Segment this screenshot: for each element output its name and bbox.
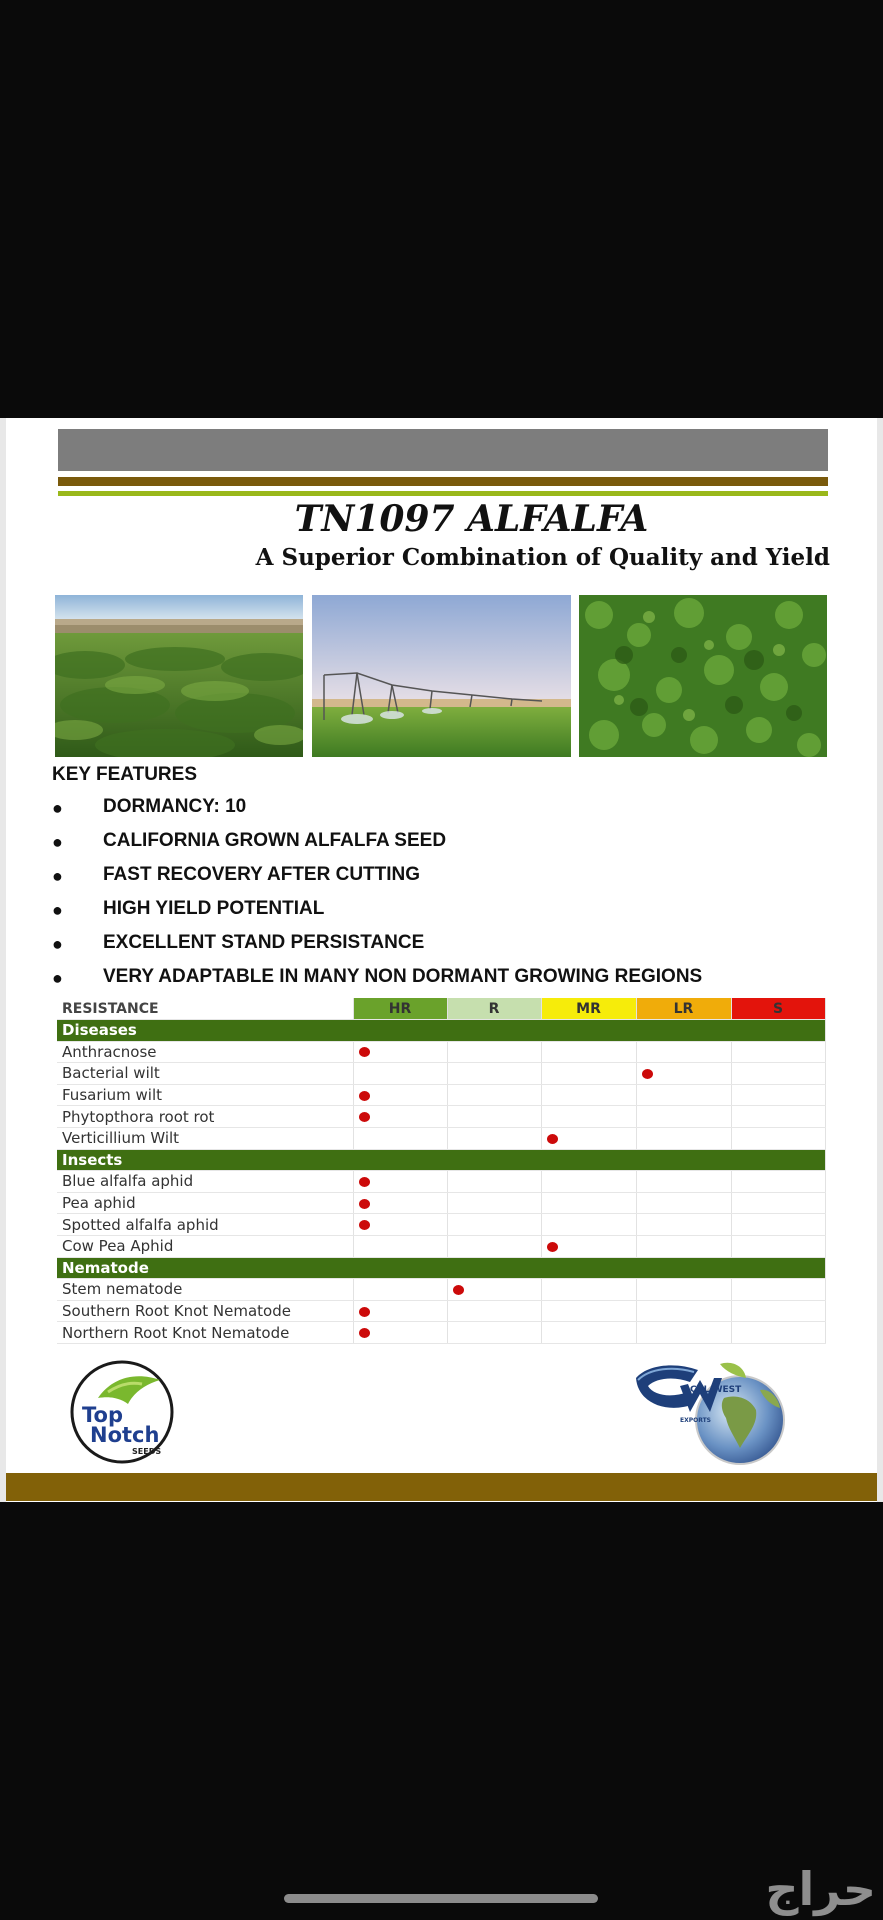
section-row-diseases <box>57 1020 825 1042</box>
calwest-exports-logo <box>628 1358 796 1468</box>
rating-dot-icon <box>359 1328 370 1338</box>
rating-cell-s <box>731 1084 825 1106</box>
resistance-header-row <box>57 998 825 1020</box>
table-row <box>57 1192 825 1214</box>
rating-cell-hr <box>353 1171 447 1193</box>
rating-cell-hr <box>353 1063 447 1085</box>
trait-name: Bacterial wilt <box>57 1063 353 1085</box>
rating-cell-mr <box>541 1192 636 1214</box>
table-row <box>57 1300 825 1322</box>
rating-cell-s <box>731 1300 825 1322</box>
page-title: TN1097 ALFALFA <box>294 498 649 540</box>
resistance-table <box>57 998 826 1344</box>
rating-dot-icon <box>359 1112 370 1122</box>
section-label: Diseases <box>57 1020 825 1042</box>
table-row <box>57 1106 825 1128</box>
rating-cell-lr <box>636 1300 731 1322</box>
rating-cell-r <box>447 1106 541 1128</box>
trait-name: Southern Root Knot Nematode <box>57 1300 353 1322</box>
rating-cell-r <box>447 1041 541 1063</box>
rating-cell-r <box>447 1300 541 1322</box>
rating-cell-mr <box>541 1063 636 1085</box>
rating-cell-mr <box>541 1300 636 1322</box>
rating-cell-s <box>731 1063 825 1085</box>
table-row <box>57 1171 825 1193</box>
trait-name: Phytopthora root rot <box>57 1106 353 1128</box>
rating-cell-hr <box>353 1322 447 1344</box>
rating-cell-r <box>447 1192 541 1214</box>
header-brown-line <box>58 477 828 486</box>
rating-cell-mr <box>541 1214 636 1236</box>
rating-cell-lr <box>636 1171 731 1193</box>
trait-name: Northern Root Knot Nematode <box>57 1322 353 1344</box>
table-row <box>57 1279 825 1301</box>
rating-cell-hr <box>353 1041 447 1063</box>
rating-cell-s <box>731 1171 825 1193</box>
level-lr-header: LR <box>636 998 731 1020</box>
rating-cell-r <box>447 1084 541 1106</box>
bullet-icon: ● <box>52 832 63 852</box>
table-row <box>57 1127 825 1149</box>
logo-notch-text: Notch <box>90 1423 160 1447</box>
rating-cell-mr <box>541 1235 636 1257</box>
rating-dot-icon <box>359 1199 370 1209</box>
rating-cell-mr <box>541 1084 636 1106</box>
rating-dot-icon <box>642 1069 653 1079</box>
rating-cell-lr <box>636 1192 731 1214</box>
top-notch-seeds-logo <box>68 1358 176 1466</box>
rating-cell-s <box>731 1127 825 1149</box>
logo-seeds-text: SEEDS <box>132 1447 162 1456</box>
rating-cell-lr <box>636 1063 731 1085</box>
resistance-heading: RESISTANCE <box>57 998 353 1020</box>
trait-name: Pea aphid <box>57 1192 353 1214</box>
flyer-edge-left <box>0 418 6 1502</box>
section-label: Nematode <box>57 1257 825 1279</box>
product-flyer: TN1097 ALFALFA A Superior Combination of Quality and Yield KEY FEATURES ● DORMANCY: 10 ● CALIFORNIA GROWN ALFALFA SEED ● FAST RECOVERY AFTER CUTTING ● HIGH YIELD POTENTIAL ● EXCELLENT STAND PERSISTANCE ● VERY ADAPTABLE IN MANY NON DORMANT GROWING REGIONS RESISTANCE HR R MR LR S Diseases Anthracnose Bacterial wilt Fusarium wilt Phytopthora root rot Verticillium Wilt Insects Blue alfalfa aphid Pea aphid Spotted alfalfa aphid Cow Pea Aphid Nematode Stem nematode Southern Root Knot Nematode Northern Root Knot Nematode Top Notch SEEDS CAL/WEST EXPORTS <box>0 418 883 1502</box>
header-grey-band <box>58 429 828 471</box>
table-row <box>57 1084 825 1106</box>
rating-dot-icon <box>359 1177 370 1187</box>
rating-cell-hr <box>353 1192 447 1214</box>
rating-cell-r <box>447 1322 541 1344</box>
trait-name: Verticillium Wilt <box>57 1127 353 1149</box>
rating-cell-lr <box>636 1106 731 1128</box>
rating-dot-icon <box>547 1134 558 1144</box>
section-row-insects <box>57 1149 825 1171</box>
table-row <box>57 1214 825 1236</box>
haraj-watermark <box>636 1862 876 1918</box>
trait-name: Stem nematode <box>57 1279 353 1301</box>
alfalfa-field-photo <box>55 595 303 757</box>
header-olive-line <box>58 491 828 496</box>
level-hr-header: HR <box>353 998 447 1020</box>
logo-calwest-text: CAL/WEST <box>690 1385 742 1395</box>
rating-dot-icon <box>359 1307 370 1317</box>
rating-cell-mr <box>541 1279 636 1301</box>
table-row <box>57 1322 825 1344</box>
rating-cell-s <box>731 1235 825 1257</box>
rating-cell-r <box>447 1171 541 1193</box>
rating-cell-lr <box>636 1041 731 1063</box>
key-features-heading: KEY FEATURES <box>52 764 197 785</box>
rating-cell-s <box>731 1322 825 1344</box>
center-pivot-irrigation-photo <box>312 595 571 757</box>
trait-name: Cow Pea Aphid <box>57 1235 353 1257</box>
trait-name: Fusarium wilt <box>57 1084 353 1106</box>
bullet-icon: ● <box>52 900 63 920</box>
rating-cell-s <box>731 1106 825 1128</box>
rating-cell-r <box>447 1127 541 1149</box>
rating-cell-r <box>447 1279 541 1301</box>
rating-cell-s <box>731 1279 825 1301</box>
bullet-icon: ● <box>52 934 63 954</box>
section-row-nematode <box>57 1257 825 1279</box>
logo-top-text: Top <box>82 1403 123 1427</box>
page-subtitle: A Superior Combination of Quality and Yield <box>255 544 830 571</box>
logo-exports-text: EXPORTS <box>680 1417 711 1424</box>
bullet-icon: ● <box>52 798 63 818</box>
trait-name: Anthracnose <box>57 1041 353 1063</box>
rating-cell-lr <box>636 1127 731 1149</box>
table-row <box>57 1063 825 1085</box>
rating-cell-lr <box>636 1279 731 1301</box>
rating-cell-s <box>731 1041 825 1063</box>
rating-dot-icon <box>359 1220 370 1230</box>
footer-bar <box>6 1473 877 1501</box>
rating-cell-hr <box>353 1300 447 1322</box>
trait-name: Spotted alfalfa aphid <box>57 1214 353 1236</box>
section-label: Insects <box>57 1149 825 1171</box>
table-row <box>57 1041 825 1063</box>
watermark-text: حراج <box>765 1862 876 1916</box>
level-mr-header: MR <box>541 998 636 1020</box>
rating-cell-r <box>447 1063 541 1085</box>
rating-cell-s <box>731 1192 825 1214</box>
table-row <box>57 1235 825 1257</box>
rating-cell-r <box>447 1235 541 1257</box>
flyer-edge-right <box>877 418 883 1502</box>
rating-dot-icon <box>547 1242 558 1252</box>
level-r-header: R <box>447 998 541 1020</box>
rating-cell-hr <box>353 1106 447 1128</box>
rating-cell-hr <box>353 1235 447 1257</box>
trait-name: Blue alfalfa aphid <box>57 1171 353 1193</box>
rating-dot-icon <box>359 1047 370 1057</box>
rating-cell-hr <box>353 1214 447 1236</box>
level-s-header: S <box>731 998 825 1020</box>
rating-cell-mr <box>541 1127 636 1149</box>
rating-cell-mr <box>541 1041 636 1063</box>
resistance-table-body <box>57 1020 825 1344</box>
rating-cell-hr <box>353 1127 447 1149</box>
rating-cell-mr <box>541 1322 636 1344</box>
rating-cell-hr <box>353 1084 447 1106</box>
rating-cell-s <box>731 1214 825 1236</box>
rating-cell-lr <box>636 1322 731 1344</box>
rating-cell-lr <box>636 1235 731 1257</box>
bullet-icon: ● <box>52 968 63 988</box>
alfalfa-closeup-photo <box>579 595 827 757</box>
rating-cell-lr <box>636 1214 731 1236</box>
rating-dot-icon <box>359 1091 370 1101</box>
rating-dot-icon <box>453 1285 464 1295</box>
rating-cell-mr <box>541 1106 636 1128</box>
bullet-icon: ● <box>52 866 63 886</box>
home-indicator[interactable] <box>284 1894 598 1903</box>
rating-cell-r <box>447 1214 541 1236</box>
rating-cell-hr <box>353 1279 447 1301</box>
rating-cell-lr <box>636 1084 731 1106</box>
rating-cell-mr <box>541 1171 636 1193</box>
